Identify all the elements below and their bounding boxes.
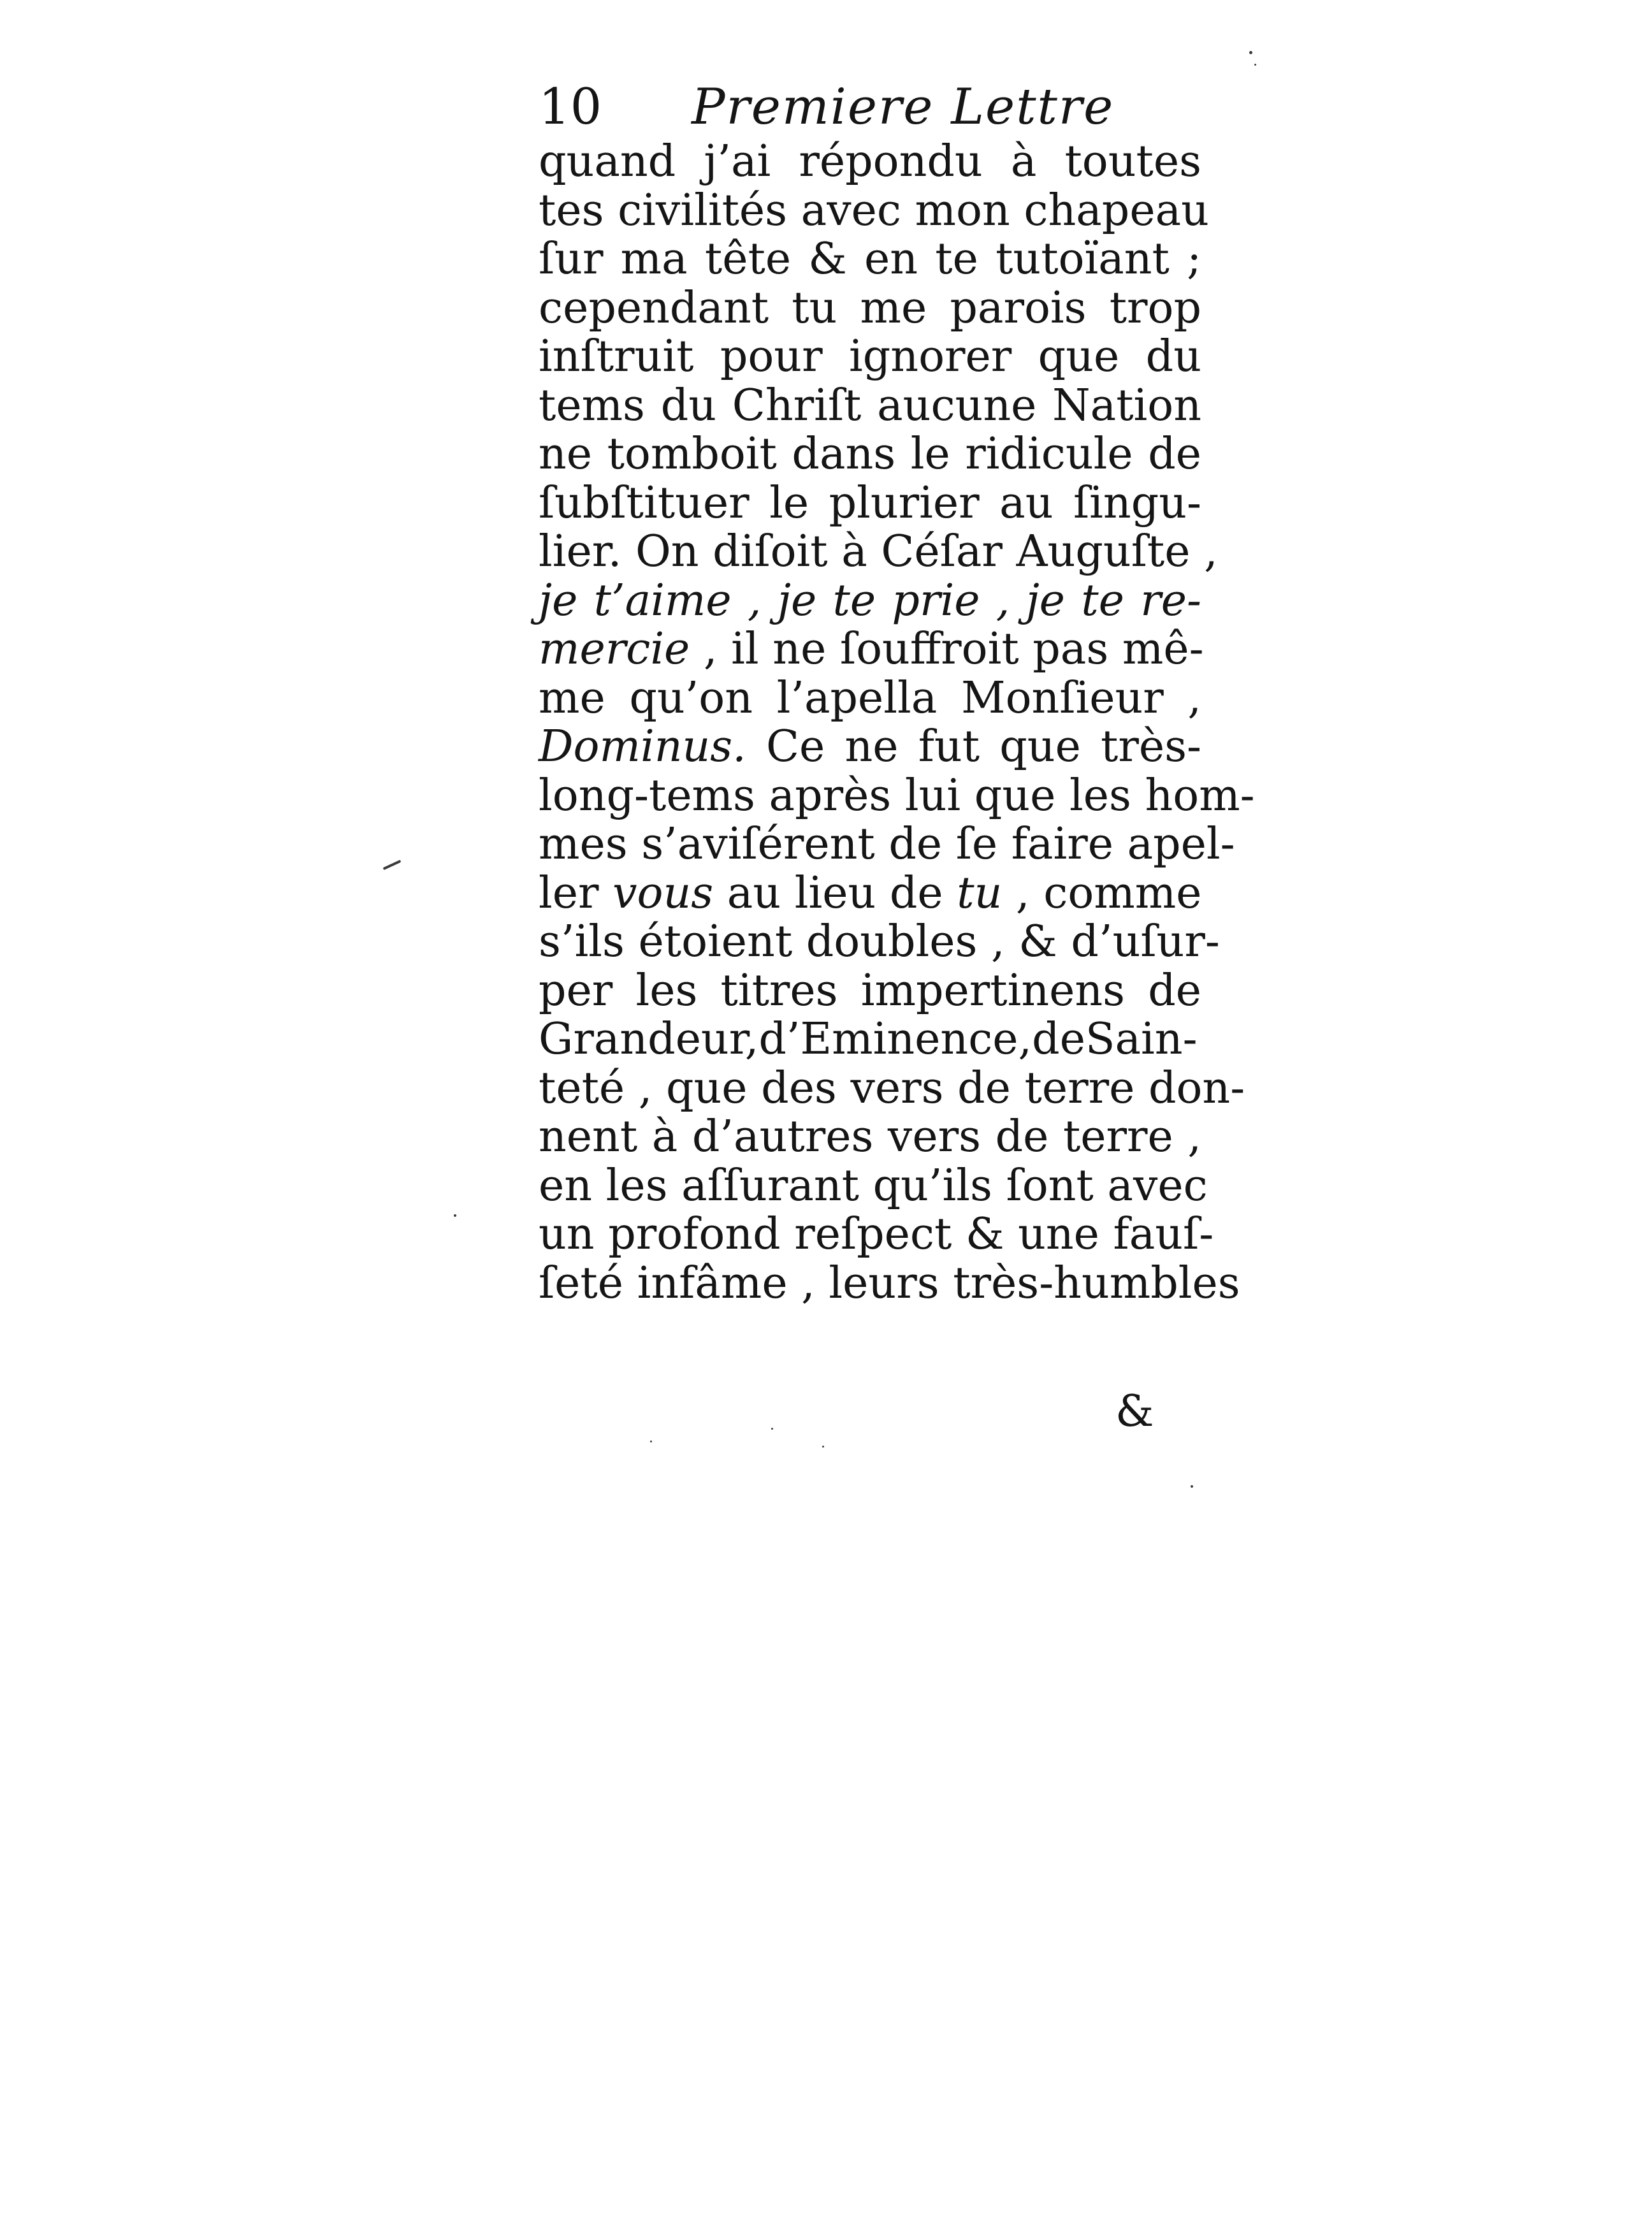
catchword: &: [1115, 1386, 1154, 1437]
text-line: [539, 674, 1201, 723]
text-segment: , comme: [1002, 868, 1202, 918]
text-line: [539, 1160, 1208, 1211]
text-line: [539, 869, 1201, 918]
text-line: [539, 1209, 1214, 1260]
text-block: [539, 76, 1255, 1309]
text-segment: ſeté infâme , leurs très-humbles: [539, 1258, 1240, 1309]
text-segment: lier. On diſoit à Céſar Auguſte ,: [539, 526, 1218, 577]
text-segment: quand j’ai répondu à toutes: [539, 136, 1201, 187]
text-segment: tes civilités avec mon chapeau: [539, 185, 1209, 236]
text-segment: , il ne ſouffroit pas mê-: [690, 624, 1204, 674]
text-segment: en les aſſurant qu’ils ſont avec: [539, 1160, 1208, 1211]
text-line: [539, 1015, 1201, 1064]
italic-text: vous: [612, 868, 714, 918]
text-line: [539, 967, 1201, 1016]
scan-speck: [1254, 64, 1256, 66]
text-segment: ſubſtituer le plurier au ſingu-: [539, 477, 1201, 528]
text-segment: cependant tu me parois trop: [539, 282, 1201, 333]
italic-text: tu: [957, 868, 1003, 918]
text-segment: s’ils étoient doubles , & d’uſur-: [539, 917, 1220, 967]
text-line: [539, 723, 1201, 772]
page-number: 10: [539, 78, 602, 136]
text-line: [539, 430, 1201, 479]
text-segment: teté , que des vers de terre don-: [539, 1063, 1245, 1114]
text-segment: inſtruit pour ignorer que du: [539, 331, 1201, 382]
scan-speck: [822, 1446, 824, 1448]
running-head-title: Premiere Lettre: [692, 78, 1115, 136]
italic-text: Dominus.: [539, 722, 746, 772]
text-line: [539, 382, 1201, 431]
scan-speck: [383, 860, 402, 870]
scan-speck: [1249, 51, 1252, 54]
text-segment: ne tomboit dans le ridicule de: [539, 429, 1201, 479]
text-line: [539, 1113, 1201, 1162]
text-segment: me qu’on l’apella Monſieur ,: [539, 672, 1201, 723]
text-line: [539, 526, 1218, 577]
body-text: [539, 136, 1255, 1309]
text-segment: au lieu de: [713, 868, 957, 918]
text-line: [539, 235, 1201, 284]
text-line: [539, 770, 1255, 821]
text-segment: mes s’aviſérent de ſe faire apel-: [539, 819, 1235, 869]
text-line: [539, 624, 1204, 674]
text-line: [539, 333, 1201, 382]
scan-speck: [454, 1214, 456, 1217]
text-line: [539, 1063, 1245, 1114]
text-segment: long-tems après lui que les hom-: [539, 770, 1255, 821]
scan-speck: [771, 1428, 773, 1430]
text-line: [539, 1258, 1240, 1309]
text-segment: Grandeur,d’Eminence,deSain-: [539, 1014, 1198, 1064]
scan-speck: [1191, 1485, 1193, 1488]
text-line: [539, 479, 1201, 528]
text-segment: per les titres impertinens de: [539, 965, 1201, 1016]
text-segment: tems du Chriſt aucune Nation: [539, 380, 1201, 431]
text-segment: Ce ne fut que très-: [746, 722, 1201, 772]
running-head: [539, 76, 1201, 138]
text-line: [539, 138, 1201, 187]
text-line: [539, 819, 1235, 869]
text-line: [539, 284, 1201, 333]
text-line: [539, 577, 1201, 626]
text-line: [539, 917, 1220, 967]
italic-text: je t’aime , je te prie , je te re-: [539, 575, 1201, 626]
scan-speck: [650, 1441, 652, 1442]
text-line: [539, 185, 1209, 236]
text-segment: ſur ma tête & en te tutoïant ;: [539, 234, 1201, 284]
text-segment: ler: [539, 868, 613, 918]
text-segment: nent à d’autres vers de terre ,: [539, 1112, 1201, 1162]
italic-text: mercie: [539, 624, 690, 674]
text-segment: un profond reſpect & une fauſ-: [539, 1209, 1214, 1260]
